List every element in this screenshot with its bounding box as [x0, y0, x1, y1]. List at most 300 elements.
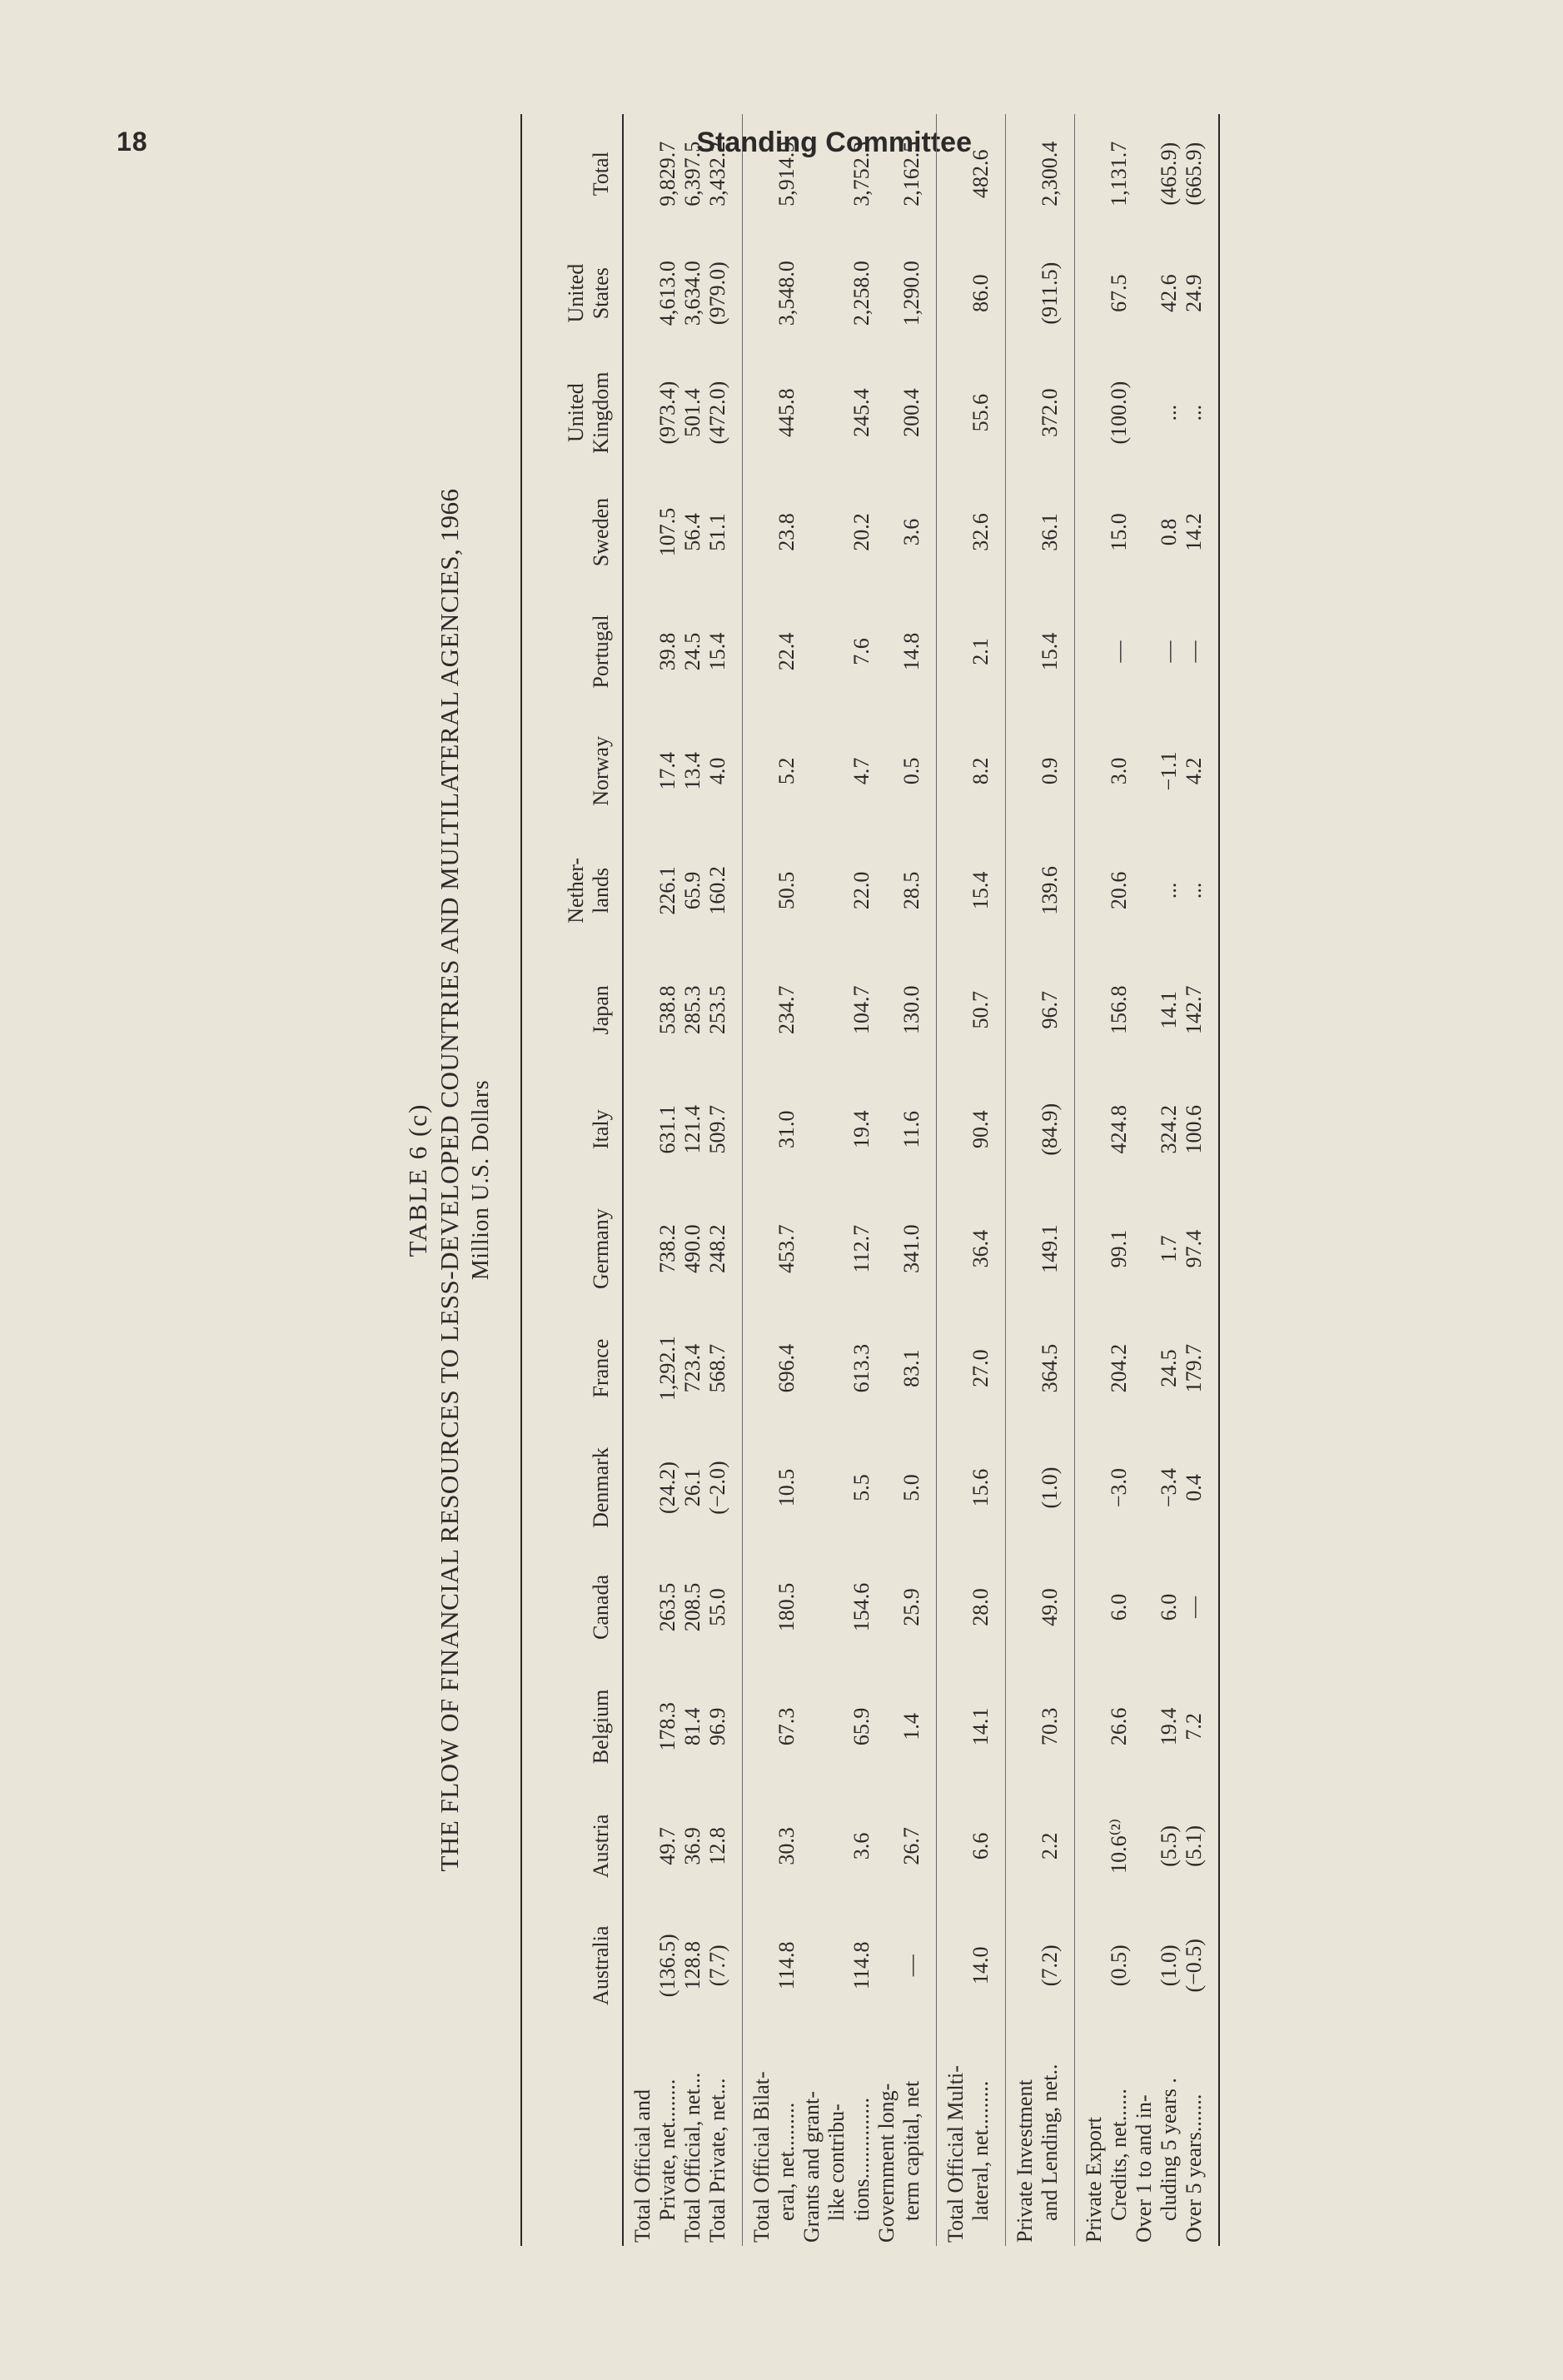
- cell-value: 364.5: [1038, 1343, 1062, 1393]
- table-cell: [937, 233, 1006, 352]
- cell-value: [630, 477, 655, 586]
- table-cell: [623, 711, 743, 830]
- cell-value: 156.8: [1107, 985, 1131, 1035]
- table-row: [1075, 114, 1220, 2246]
- cell-value: [874, 1911, 899, 2020]
- table-cell: [937, 592, 1006, 711]
- cell-value: 341.0: [899, 1224, 923, 1273]
- table-cell: [1006, 592, 1075, 711]
- cell-value: 112.7: [849, 1224, 874, 1273]
- row-label-line: Total Official and: [630, 2089, 655, 2243]
- cell-value: [799, 1791, 824, 1900]
- cell-value: 12.8: [705, 1827, 729, 1865]
- cell-value: [1013, 955, 1038, 1064]
- cell-value: 226.1: [655, 866, 679, 915]
- table-cell: [623, 1906, 743, 2025]
- table-cell: [743, 472, 937, 591]
- cell-value: (5.5): [1157, 1825, 1181, 1867]
- cell-value: [943, 477, 968, 586]
- cell-value: 2.1: [968, 638, 993, 665]
- row-label: [623, 2025, 743, 2246]
- table-cell: [623, 592, 743, 711]
- cell-value: [630, 1194, 655, 1303]
- row-label-line: Private Investment: [1013, 2079, 1037, 2243]
- table-header-row: [521, 114, 623, 2246]
- table-cell: [1075, 114, 1220, 233]
- table-cell: [937, 1428, 1006, 1547]
- table-cell: [1075, 1428, 1220, 1547]
- cell-value: [1082, 1791, 1107, 1900]
- table-cell: [1075, 353, 1220, 472]
- table-row: [743, 114, 937, 2246]
- cell-value: 97.4: [1182, 1229, 1206, 1268]
- cell-value: 55.0: [705, 1588, 729, 1626]
- cell-value: [799, 1911, 824, 2020]
- cell-value: 32.6: [968, 513, 993, 551]
- cell-value: 4.7: [849, 757, 874, 785]
- cell-value: [799, 1075, 824, 1184]
- cell-value: (665.9): [1182, 142, 1206, 206]
- cell-value: [874, 358, 899, 467]
- cell-value: 263.5: [655, 1582, 679, 1632]
- cell-value: 36.9: [680, 1827, 704, 1865]
- cell-value: [799, 1552, 824, 1661]
- cell-value: [1082, 1075, 1107, 1184]
- cell-value: [1013, 1075, 1038, 1184]
- cell-value: 24.5: [1157, 1349, 1181, 1387]
- cell-value: 24.5: [680, 632, 704, 671]
- cell-value: 14.0: [968, 1946, 993, 1985]
- column-header-line: States: [589, 267, 613, 320]
- cell-value: 2,258.0: [849, 261, 874, 326]
- cell-value: [874, 836, 899, 945]
- cell-value: 1.7: [1157, 1235, 1181, 1262]
- table-cell: [623, 1189, 743, 1308]
- table-cell: [937, 1189, 1006, 1308]
- cell-value: [874, 597, 899, 706]
- table-cell: [623, 1428, 743, 1547]
- cell-value: [824, 1552, 849, 1661]
- table-cell: [1006, 1428, 1075, 1547]
- column-header: [521, 1308, 623, 1427]
- cell-value: (24.2): [655, 1461, 679, 1514]
- cell-value: [630, 597, 655, 706]
- table-row: [1006, 114, 1075, 2246]
- table-cell: [1006, 472, 1075, 591]
- cell-value: [1082, 955, 1107, 1064]
- cell-value: 17.4: [655, 752, 679, 790]
- cell-value: 2,162.5: [899, 141, 923, 207]
- cell-value: [824, 1194, 849, 1303]
- cell-value: 5,914.9: [774, 141, 799, 207]
- cell-value: 49.0: [1038, 1588, 1062, 1626]
- cell-value: [1132, 358, 1157, 467]
- cell-value: [874, 1552, 899, 1661]
- cell-value: (5.1): [1182, 1825, 1206, 1867]
- cell-value: [824, 238, 849, 347]
- cell-value: [749, 716, 774, 825]
- cell-value: [824, 1313, 849, 1422]
- row-label-line: tions...............: [849, 2097, 874, 2221]
- cell-value: 3,432.2: [705, 141, 729, 207]
- column-header-line: Italy: [589, 1109, 613, 1150]
- header-blank: [521, 2025, 623, 2246]
- table-cell: [1006, 1308, 1075, 1427]
- table-cell: [1006, 711, 1075, 830]
- cell-value: 248.2: [705, 1224, 729, 1273]
- cell-value: 19.4: [849, 1110, 874, 1148]
- cell-value: 26.6: [1107, 1707, 1131, 1746]
- column-header-line: Denmark: [589, 1447, 613, 1528]
- cell-value: [749, 597, 774, 706]
- cell-value: 482.6: [968, 149, 993, 198]
- cell-value: 1,290.0: [899, 261, 923, 326]
- cell-value: [874, 1672, 899, 1781]
- cell-value: (465.9): [1157, 142, 1181, 206]
- column-header-line: United: [564, 263, 588, 323]
- column-header: [521, 1547, 623, 1666]
- table-cell: [1075, 1786, 1220, 1905]
- table-cell: [937, 950, 1006, 1069]
- cell-value: [1082, 597, 1107, 706]
- cell-value: 738.2: [655, 1224, 679, 1273]
- column-header-line: Sweden: [589, 497, 613, 567]
- rotated-table-block: [402, 114, 1206, 2246]
- table-cell: [1075, 1308, 1220, 1427]
- column-header-line: Belgium: [589, 1689, 613, 1765]
- cell-value: [1013, 477, 1038, 586]
- column-header-line: Austria: [589, 1814, 613, 1879]
- table-row: [623, 114, 743, 2246]
- cell-value: 0.9: [1038, 757, 1062, 785]
- cell-value: [943, 716, 968, 825]
- cell-value: [1132, 716, 1157, 825]
- table-cell: [623, 1308, 743, 1427]
- cell-value: [630, 119, 655, 228]
- cell-value: [749, 477, 774, 586]
- table-cell: [937, 1308, 1006, 1427]
- column-header-line: Nether-: [564, 857, 588, 924]
- cell-value: 14.8: [899, 632, 923, 671]
- cell-value: [1013, 119, 1038, 228]
- cell-value: 20.6: [1107, 871, 1131, 910]
- cell-value: 4.0: [705, 757, 729, 785]
- cell-value: 81.4: [680, 1707, 704, 1746]
- table-cell: [937, 1906, 1006, 2025]
- cell-value: [749, 1433, 774, 1542]
- cell-value: 23.8: [774, 513, 799, 551]
- cell-value: 51.1: [705, 513, 729, 551]
- table-cell: [743, 1547, 937, 1666]
- cell-value: 90.4: [968, 1110, 993, 1148]
- column-header: [521, 472, 623, 591]
- cell-value: [943, 358, 968, 467]
- cell-value: 253.5: [705, 985, 729, 1035]
- cell-value: [1132, 238, 1157, 347]
- cell-value: [630, 1552, 655, 1661]
- row-label-line: Private, net........: [655, 2079, 679, 2221]
- cell-value: [1132, 1791, 1157, 1900]
- cell-value: 26.1: [680, 1468, 704, 1507]
- cell-value: 7.2: [1182, 1713, 1206, 1740]
- cell-value: 20.2: [849, 513, 874, 551]
- cell-value: [943, 1552, 968, 1661]
- row-label-line: eral, net.........: [774, 2102, 799, 2221]
- table-cell: [743, 1667, 937, 1786]
- cell-value: 3,548.0: [774, 261, 799, 326]
- cell-value: 180.5: [774, 1582, 799, 1632]
- cell-value: 509.7: [705, 1104, 729, 1154]
- table-cell: [743, 353, 937, 472]
- cell-value: 15.0: [1107, 513, 1131, 551]
- table-cell: [623, 950, 743, 1069]
- column-header: [521, 1189, 623, 1308]
- cell-value: [824, 1433, 849, 1542]
- cell-value: 36.1: [1038, 513, 1062, 551]
- cell-value: 613.3: [849, 1343, 874, 1393]
- cell-value: 4.2: [1182, 757, 1206, 785]
- cell-value: 3.6: [849, 1832, 874, 1860]
- cell-value: 107.5: [655, 507, 679, 557]
- column-header: [521, 950, 623, 1069]
- cell-value: 128.8: [680, 1941, 704, 1990]
- cell-value: 6.6: [968, 1832, 993, 1860]
- cell-value: (136.5): [655, 1934, 679, 1998]
- cell-value: [749, 955, 774, 1064]
- cell-value: ...: [1182, 882, 1206, 899]
- cell-value: 0.5: [899, 757, 923, 785]
- cell-value: [874, 716, 899, 825]
- cell-value: [1013, 597, 1038, 706]
- cell-value: [799, 716, 824, 825]
- table-cell: [1075, 1906, 1220, 2025]
- cell-value: 501.4: [680, 388, 704, 437]
- cell-value: 70.3: [1038, 1707, 1062, 1746]
- cell-value: 39.8: [655, 632, 679, 671]
- cell-value: [943, 1433, 968, 1542]
- cell-value: [1082, 836, 1107, 945]
- row-label: [1006, 2025, 1075, 2246]
- cell-value: −3.4: [1157, 1467, 1181, 1508]
- table-units: Million U.S. Dollars: [468, 1079, 494, 1281]
- cell-value: 22.0: [849, 871, 874, 910]
- cell-value: [943, 1672, 968, 1781]
- cell-value: 6,397.5: [680, 141, 704, 207]
- cell-value: 14.1: [968, 1707, 993, 1746]
- table-cell: [1006, 353, 1075, 472]
- page-number: 18: [117, 127, 148, 157]
- cell-value: [1132, 597, 1157, 706]
- table-cell: [623, 114, 743, 233]
- cell-value: [1082, 716, 1107, 825]
- cell-value: [799, 955, 824, 1064]
- cell-value: 285.3: [680, 985, 704, 1035]
- cell-value: [749, 1313, 774, 1422]
- cell-value: [630, 1911, 655, 2020]
- cell-value: 1.4: [899, 1713, 923, 1740]
- cell-value: (472.0): [705, 381, 729, 445]
- cell-value: 372.0: [1038, 388, 1062, 437]
- cell-value: [1013, 716, 1038, 825]
- column-header-line: Japan: [589, 985, 613, 1035]
- cell-value: [943, 1911, 968, 2020]
- cell-value: 10.5: [774, 1468, 799, 1507]
- cell-value: [1013, 1552, 1038, 1661]
- cell-value: [874, 1313, 899, 1422]
- cell-value: [943, 119, 968, 228]
- cell-value: [749, 1075, 774, 1184]
- cell-value: 65.9: [680, 871, 704, 910]
- cell-value: [749, 1194, 774, 1303]
- cell-value: [799, 238, 824, 347]
- cell-value: [1013, 358, 1038, 467]
- cell-value: 24.9: [1182, 274, 1206, 312]
- cell-value: [630, 836, 655, 945]
- cell-value: (1.0): [1157, 1944, 1181, 1987]
- row-label-line: Total Official Multi-: [943, 2065, 968, 2243]
- table-cell: [1075, 1667, 1220, 1786]
- cell-value: [799, 1313, 824, 1422]
- cell-value: 178.3: [655, 1702, 679, 1751]
- row-label-line: Credits, net......: [1107, 2089, 1131, 2221]
- column-header: [521, 114, 623, 233]
- row-label-line: Total Private, net...: [705, 2078, 729, 2243]
- column-header: [521, 1428, 623, 1547]
- cell-value: [749, 238, 774, 347]
- table-cell: [743, 1906, 937, 2025]
- cell-value: 568.7: [705, 1343, 729, 1393]
- cell-value: 99.1: [1107, 1229, 1131, 1268]
- cell-value: 3,752.3: [849, 141, 874, 207]
- cell-value: [824, 358, 849, 467]
- table-cell: [937, 472, 1006, 591]
- cell-value: 56.4: [680, 513, 704, 551]
- cell-value: [1082, 1552, 1107, 1661]
- cell-value: [749, 119, 774, 228]
- row-label-line: term capital, net: [899, 2080, 923, 2221]
- column-header-line: Kingdom: [589, 371, 613, 454]
- cell-value: [1013, 1433, 1038, 1542]
- cell-value: [630, 358, 655, 467]
- row-label-line: Over 5 years.......: [1182, 2094, 1206, 2243]
- cell-value: 0.4: [1182, 1474, 1206, 1501]
- cell-value: 6.0: [1107, 1593, 1131, 1621]
- cell-value: 19.4: [1157, 1707, 1181, 1746]
- row-label: [937, 2025, 1006, 2246]
- column-header: [521, 831, 623, 950]
- cell-value: [1013, 1313, 1038, 1422]
- cell-value: [799, 1433, 824, 1542]
- cell-value: 149.1: [1038, 1224, 1062, 1273]
- column-header: [521, 1667, 623, 1786]
- cell-value: [874, 238, 899, 347]
- cell-value: [824, 1075, 849, 1184]
- table-cell: [1075, 592, 1220, 711]
- cell-value: 234.7: [774, 985, 799, 1035]
- table-cell: [743, 592, 937, 711]
- column-header: [521, 1070, 623, 1189]
- table-cell: [1075, 831, 1220, 950]
- cell-value: [824, 955, 849, 1064]
- cell-value: 50.5: [774, 871, 799, 910]
- row-label-line: cluding 5 years .: [1157, 2078, 1181, 2221]
- cell-value: (−2.0): [705, 1461, 729, 1515]
- table-title: THE FLOW OF FINANCIAL RESOURCES TO LESS-DEVELOPED COUNTRIES AND MULTILATERAL AGENCIES, 1966: [435, 488, 464, 1872]
- cell-value: [749, 1791, 774, 1900]
- table-cell: [743, 114, 937, 233]
- cell-value: 179.7: [1182, 1343, 1206, 1393]
- table-cell: [1075, 472, 1220, 591]
- row-label-line: Private Export: [1082, 2117, 1106, 2243]
- table-cell: [623, 831, 743, 950]
- cell-value: 96.7: [1038, 991, 1062, 1029]
- cell-value: [824, 477, 849, 586]
- cell-value: 7.6: [849, 638, 874, 665]
- cell-value: 245.4: [849, 388, 874, 437]
- column-header-line: Total: [589, 152, 613, 197]
- cell-value: [824, 716, 849, 825]
- table-cell: [623, 1547, 743, 1666]
- cell-value: [630, 1313, 655, 1422]
- table-cell: [623, 1667, 743, 1786]
- cell-value: 3,634.0: [680, 261, 704, 326]
- table-cell: [743, 233, 937, 352]
- cell-value: 1,131.7: [1107, 141, 1131, 207]
- cell-value: 5.2: [774, 757, 799, 785]
- cell-value: 4,613.0: [655, 261, 679, 326]
- cell-value: 96.9: [705, 1707, 729, 1746]
- table-cell: [937, 1667, 1006, 1786]
- cell-value: 114.8: [849, 1941, 874, 1990]
- cell-value: 15.4: [705, 632, 729, 671]
- cell-value: (84.9): [1038, 1103, 1062, 1156]
- table-cell: [937, 711, 1006, 830]
- cell-value: 142.7: [1182, 985, 1206, 1035]
- table-cell: [623, 233, 743, 352]
- cell-value: —: [1182, 640, 1206, 663]
- table-cell: [1075, 950, 1220, 1069]
- cell-value: 445.8: [774, 388, 799, 437]
- cell-value: [874, 1791, 899, 1900]
- cell-value: 30.3: [774, 1827, 799, 1865]
- cell-value: [943, 1075, 968, 1184]
- cell-value: [1013, 836, 1038, 945]
- cell-value: [874, 955, 899, 1064]
- cell-value: [630, 1791, 655, 1900]
- cell-value: 10.6⁽²⁾: [1107, 1818, 1131, 1874]
- cell-value: 104.7: [849, 985, 874, 1035]
- cell-value: (7.2): [1038, 1944, 1062, 1987]
- column-header-line: France: [589, 1338, 613, 1398]
- column-header: [521, 1906, 623, 2025]
- cell-value: [1082, 1194, 1107, 1303]
- cell-value: [1132, 1911, 1157, 2020]
- cell-value: [749, 1911, 774, 2020]
- table-cell: [743, 831, 937, 950]
- cell-value: ...: [1157, 404, 1181, 421]
- cell-value: [874, 1433, 899, 1542]
- cell-value: ...: [1157, 882, 1181, 899]
- cell-value: [799, 1672, 824, 1781]
- cell-value: 28.5: [899, 871, 923, 910]
- cell-value: [874, 1194, 899, 1303]
- table-cell: [1075, 711, 1220, 830]
- cell-value: 324.2: [1157, 1104, 1181, 1154]
- cell-value: 453.7: [774, 1224, 799, 1273]
- table-cell: [1006, 1667, 1075, 1786]
- cell-value: [749, 1552, 774, 1661]
- table-cell: [743, 1428, 937, 1547]
